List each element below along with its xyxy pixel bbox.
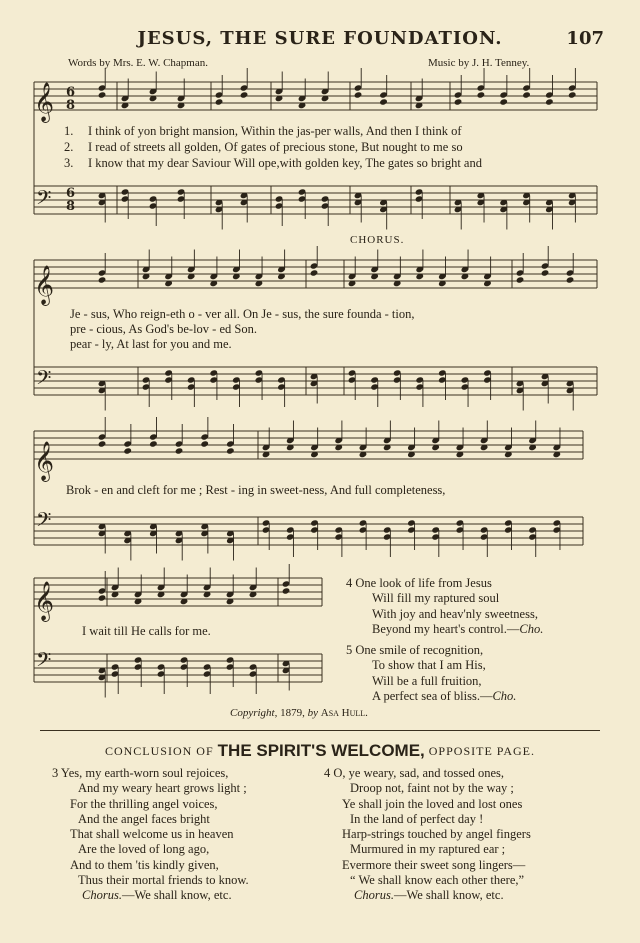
copyright-line: Copyright, 1879, by Asa Hull. [230,707,368,719]
hymn-title: JESUS, THE SURE FOUNDATION. [137,28,503,49]
bass-time-signature-bottom: 8 [66,199,76,214]
bass-clef-icon: 𝄢 [36,648,52,676]
notehead [477,91,486,98]
treble-clef-icon: 𝄞 [34,441,55,481]
chorus-line-1: Je - sus, Who reign-eth o - ver all. On Je - sus, the sure founda - tion, [70,307,415,321]
notehead [499,98,508,105]
notehead [310,269,319,276]
notehead [98,594,107,601]
notehead [98,91,107,98]
bottom-verse-3: 3 Yes, my earth-worn soul rejoices, And my weary heart grows light ; For the thrilling angel voices, And the angel faces bright That shall welcome us in heaven Are the loved of long ago, And to them 'tis kindly given, Thus their mortal friends to know. Chorus.—We shall know, etc. [52,766,249,903]
bass-clef-icon: 𝄢 [36,186,52,214]
conclusion-heading: CONCLUSION OF THE SPIRIT'S WELCOME, OPPOSITE PAGE. [104,741,536,760]
notehead [379,98,388,105]
bass-clef-icon: 𝄢 [36,366,52,394]
notehead [566,276,575,283]
notehead [516,276,525,283]
side-verse-4: 4 One look of life from Jesus Will fill my raptured soul With joy and heav'nly sweetness, Beyond my heart's control.—Cho. [346,576,544,636]
treble-clef-icon: 𝄞 [34,581,55,621]
words-credit: Words by Mrs. E. W. Chapman. [68,57,208,69]
notehead [98,440,107,447]
verse-line-1: 1. I think of yon bright mansion, Within the jas-per walls, And then I think of [64,124,462,138]
page-number: 107 [566,28,604,49]
verse-line-3: 3. I know that my dear Saviour Will ope,with golden key, The gates so bright and [64,156,482,170]
notehead [226,447,235,454]
notehead [240,91,249,98]
notehead [522,91,531,98]
treble-clef-icon: 𝄞 [34,265,55,305]
system3-lyric: Brok - en and cleft for me ; Rest - ing in sweet-ness, And full completeness, [66,483,446,497]
notehead [215,98,224,105]
bass-clef-icon: 𝄢 [36,508,52,536]
time-signature-top: 6 [66,85,76,100]
notehead [282,587,291,594]
bass-time-signature-top: 6 [66,186,76,201]
notehead [200,440,209,447]
notehead [98,276,107,283]
time-signature-bottom: 8 [66,98,76,113]
notehead [354,91,363,98]
notehead [123,447,132,454]
chorus-label: CHORUS. [350,234,405,246]
verse-line-2: 2. I read of streets all golden, Of gates of precious stone, But nought to me so [64,140,463,154]
notehead [454,98,463,105]
side-verse-5: 5 One smile of recognition, To show that I am His, Will be a full fruition, A perfect sea of bliss.—Cho. [346,643,517,703]
music-credit: Music by J. H. Tenney. [428,57,530,69]
system4-lyric: I wait till He calls for me. [82,624,211,638]
chorus-line-3: pear - ly, At last for you and me. [70,337,232,351]
treble-clef-icon: 𝄞 [34,82,55,122]
chorus-line-2: pre - cious, As God's be-lov - ed Son. [70,322,257,336]
notehead [545,98,554,105]
section-divider [40,730,600,731]
notehead [149,440,158,447]
notehead [568,91,577,98]
bottom-verse-4: 4 O, ye weary, sad, and tossed ones, Droop not, faint not by the way ; Ye shall join the loved and lost ones In the land of perfect day ! Harp-strings touched by angel fingers Murmured in my raptured ear ; Evermore their sweet song lingers— “ We shall know each other there,” Chorus.—We shall know, etc. [324,766,531,903]
notehead [541,269,550,276]
notehead [175,447,184,454]
